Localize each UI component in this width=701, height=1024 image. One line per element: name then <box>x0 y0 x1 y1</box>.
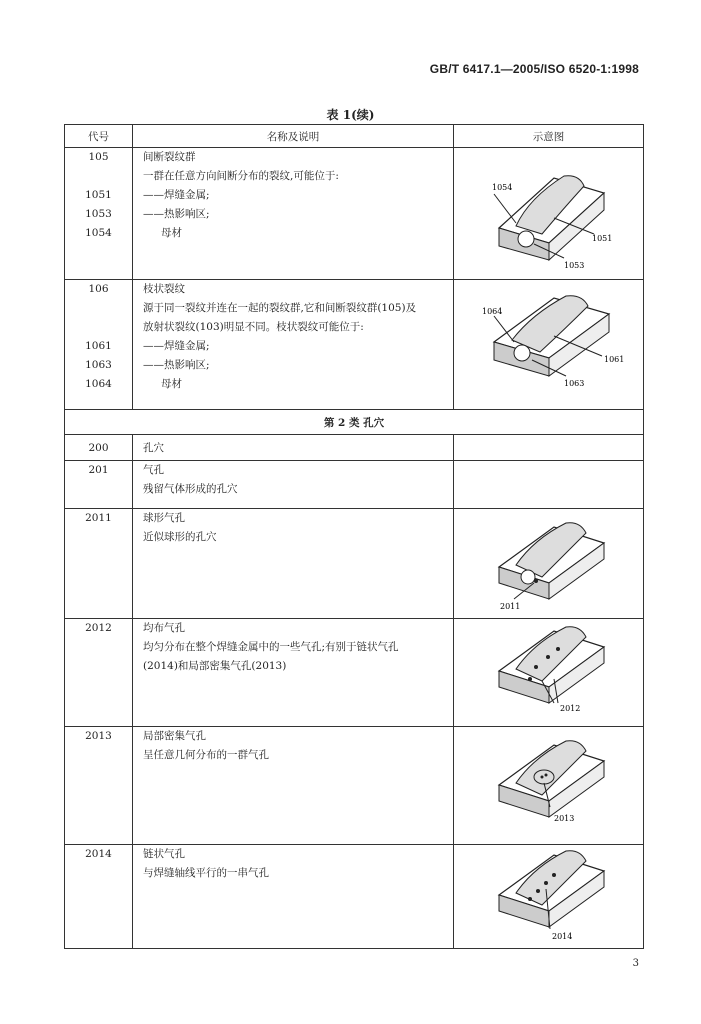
location-item: ——焊缝金属; <box>143 189 210 201</box>
diagram-cell <box>454 148 644 280</box>
code: 1051 <box>85 189 112 201</box>
table-row <box>65 280 644 410</box>
code: 2014 <box>85 848 112 860</box>
table-row <box>65 619 644 727</box>
clustered-porosity-diagram <box>454 727 644 843</box>
linear-porosity-diagram <box>454 845 644 947</box>
code-cell <box>65 148 133 280</box>
code <box>65 318 132 337</box>
location-item: ——焊缝金属; <box>143 340 210 352</box>
code: 2011 <box>85 512 112 524</box>
defect-name: 孔穴 <box>143 442 164 454</box>
table-row <box>65 435 644 461</box>
code: 2013 <box>85 730 112 742</box>
location-item: ——热影响区; <box>143 208 210 220</box>
description-cell <box>133 845 454 949</box>
table-row <box>65 727 644 845</box>
defect-name: 间断裂纹群 <box>143 151 196 163</box>
code: 105 <box>88 151 109 163</box>
diagram-label: 2013 <box>554 814 575 823</box>
diagram-cell <box>454 435 644 461</box>
defect-description: 呈任意几何分布的一群气孔 <box>143 749 269 761</box>
table-row <box>65 148 644 280</box>
defect-name: 气孔 <box>143 464 164 476</box>
defect-name: 局部密集气孔 <box>143 730 206 742</box>
category-row <box>65 410 644 435</box>
defect-name: 链状气孔 <box>143 848 185 860</box>
defect-description: 近似球形的孔穴 <box>143 531 217 543</box>
diagram-cell <box>454 727 644 845</box>
description-cell <box>133 727 454 845</box>
diagram-cell <box>454 619 644 727</box>
code: 1061 <box>85 340 112 352</box>
code-cell <box>65 727 133 845</box>
header-diagram: 示意图 <box>454 125 644 148</box>
table-row <box>65 845 644 949</box>
description-cell <box>133 148 454 280</box>
code: 201 <box>88 464 109 476</box>
standard-number: GB/T 6417.1—2005/ISO 6520-1:1998 <box>429 62 639 76</box>
weld-crack-group-diagram <box>454 148 644 278</box>
table-row <box>65 509 644 619</box>
diagram-label: 1061 <box>604 355 625 364</box>
defect-table <box>64 124 644 949</box>
code: 1064 <box>85 378 112 390</box>
category-title: 第 2 类 孔穴 <box>65 410 644 435</box>
code: 1054 <box>85 227 112 239</box>
diagram-cell <box>454 509 644 619</box>
location-item: ——热影响区; <box>143 359 210 371</box>
description-cell <box>133 509 454 619</box>
defect-description: 与焊缝轴线平行的一串气孔 <box>143 867 269 879</box>
diagram-label: 2011 <box>500 602 521 611</box>
defect-description: 均匀分布在整个焊缝金属中的一些气孔;有别于链状气孔 <box>143 641 399 653</box>
code: 1063 <box>85 359 112 371</box>
description-cell <box>133 280 454 410</box>
description-cell <box>133 461 454 509</box>
code <box>65 167 132 186</box>
table-caption: 表 1(续) <box>326 108 375 122</box>
code: 2012 <box>85 622 112 634</box>
defect-description: (2014)和局部密集气孔(2013) <box>143 660 287 672</box>
code: 106 <box>88 283 109 295</box>
description-cell <box>133 435 454 461</box>
table-header-row <box>65 125 644 148</box>
location-item: 母材 <box>161 378 182 390</box>
branching-crack-diagram <box>454 280 644 408</box>
code-cell <box>65 280 133 410</box>
code-cell <box>65 509 133 619</box>
diagram-label: 2012 <box>560 704 581 713</box>
code <box>65 299 132 318</box>
diagram-cell <box>454 280 644 410</box>
defect-description: 残留气体形成的孔穴 <box>143 483 238 495</box>
code-cell <box>65 461 133 509</box>
diagram-cell <box>454 845 644 949</box>
location-item: 母材 <box>161 227 182 239</box>
diagram-label: 1053 <box>564 261 585 270</box>
diagram-label: 2014 <box>552 932 573 941</box>
header-code: 代号 <box>65 125 133 148</box>
code-cell <box>65 619 133 727</box>
diagram-label: 1063 <box>564 379 585 388</box>
code-cell <box>65 845 133 949</box>
defect-name: 枝状裂纹 <box>143 283 185 295</box>
header-description: 名称及说明 <box>133 125 454 148</box>
defect-name: 球形气孔 <box>143 512 185 524</box>
defect-description: 一群在任意方向间断分布的裂纹,可能位于: <box>143 170 339 182</box>
page-number: 3 <box>632 958 639 969</box>
defect-description: 放射状裂纹(103)明显不同。枝状裂纹可能位于: <box>143 321 364 333</box>
diagram-label: 1054 <box>492 183 513 192</box>
code-cell: 200 <box>65 435 133 461</box>
diagram-cell <box>454 461 644 509</box>
uniform-porosity-diagram <box>454 619 644 725</box>
code: 1053 <box>85 208 112 220</box>
defect-name: 均布气孔 <box>143 622 185 634</box>
table-row <box>65 461 644 509</box>
spherical-porosity-diagram <box>454 509 644 617</box>
diagram-label: 1064 <box>482 307 503 316</box>
diagram-label: 1051 <box>592 234 613 243</box>
description-cell <box>133 619 454 727</box>
defect-description: 源于同一裂纹并连在一起的裂纹群,它和间断裂纹群(105)及 <box>143 302 417 314</box>
